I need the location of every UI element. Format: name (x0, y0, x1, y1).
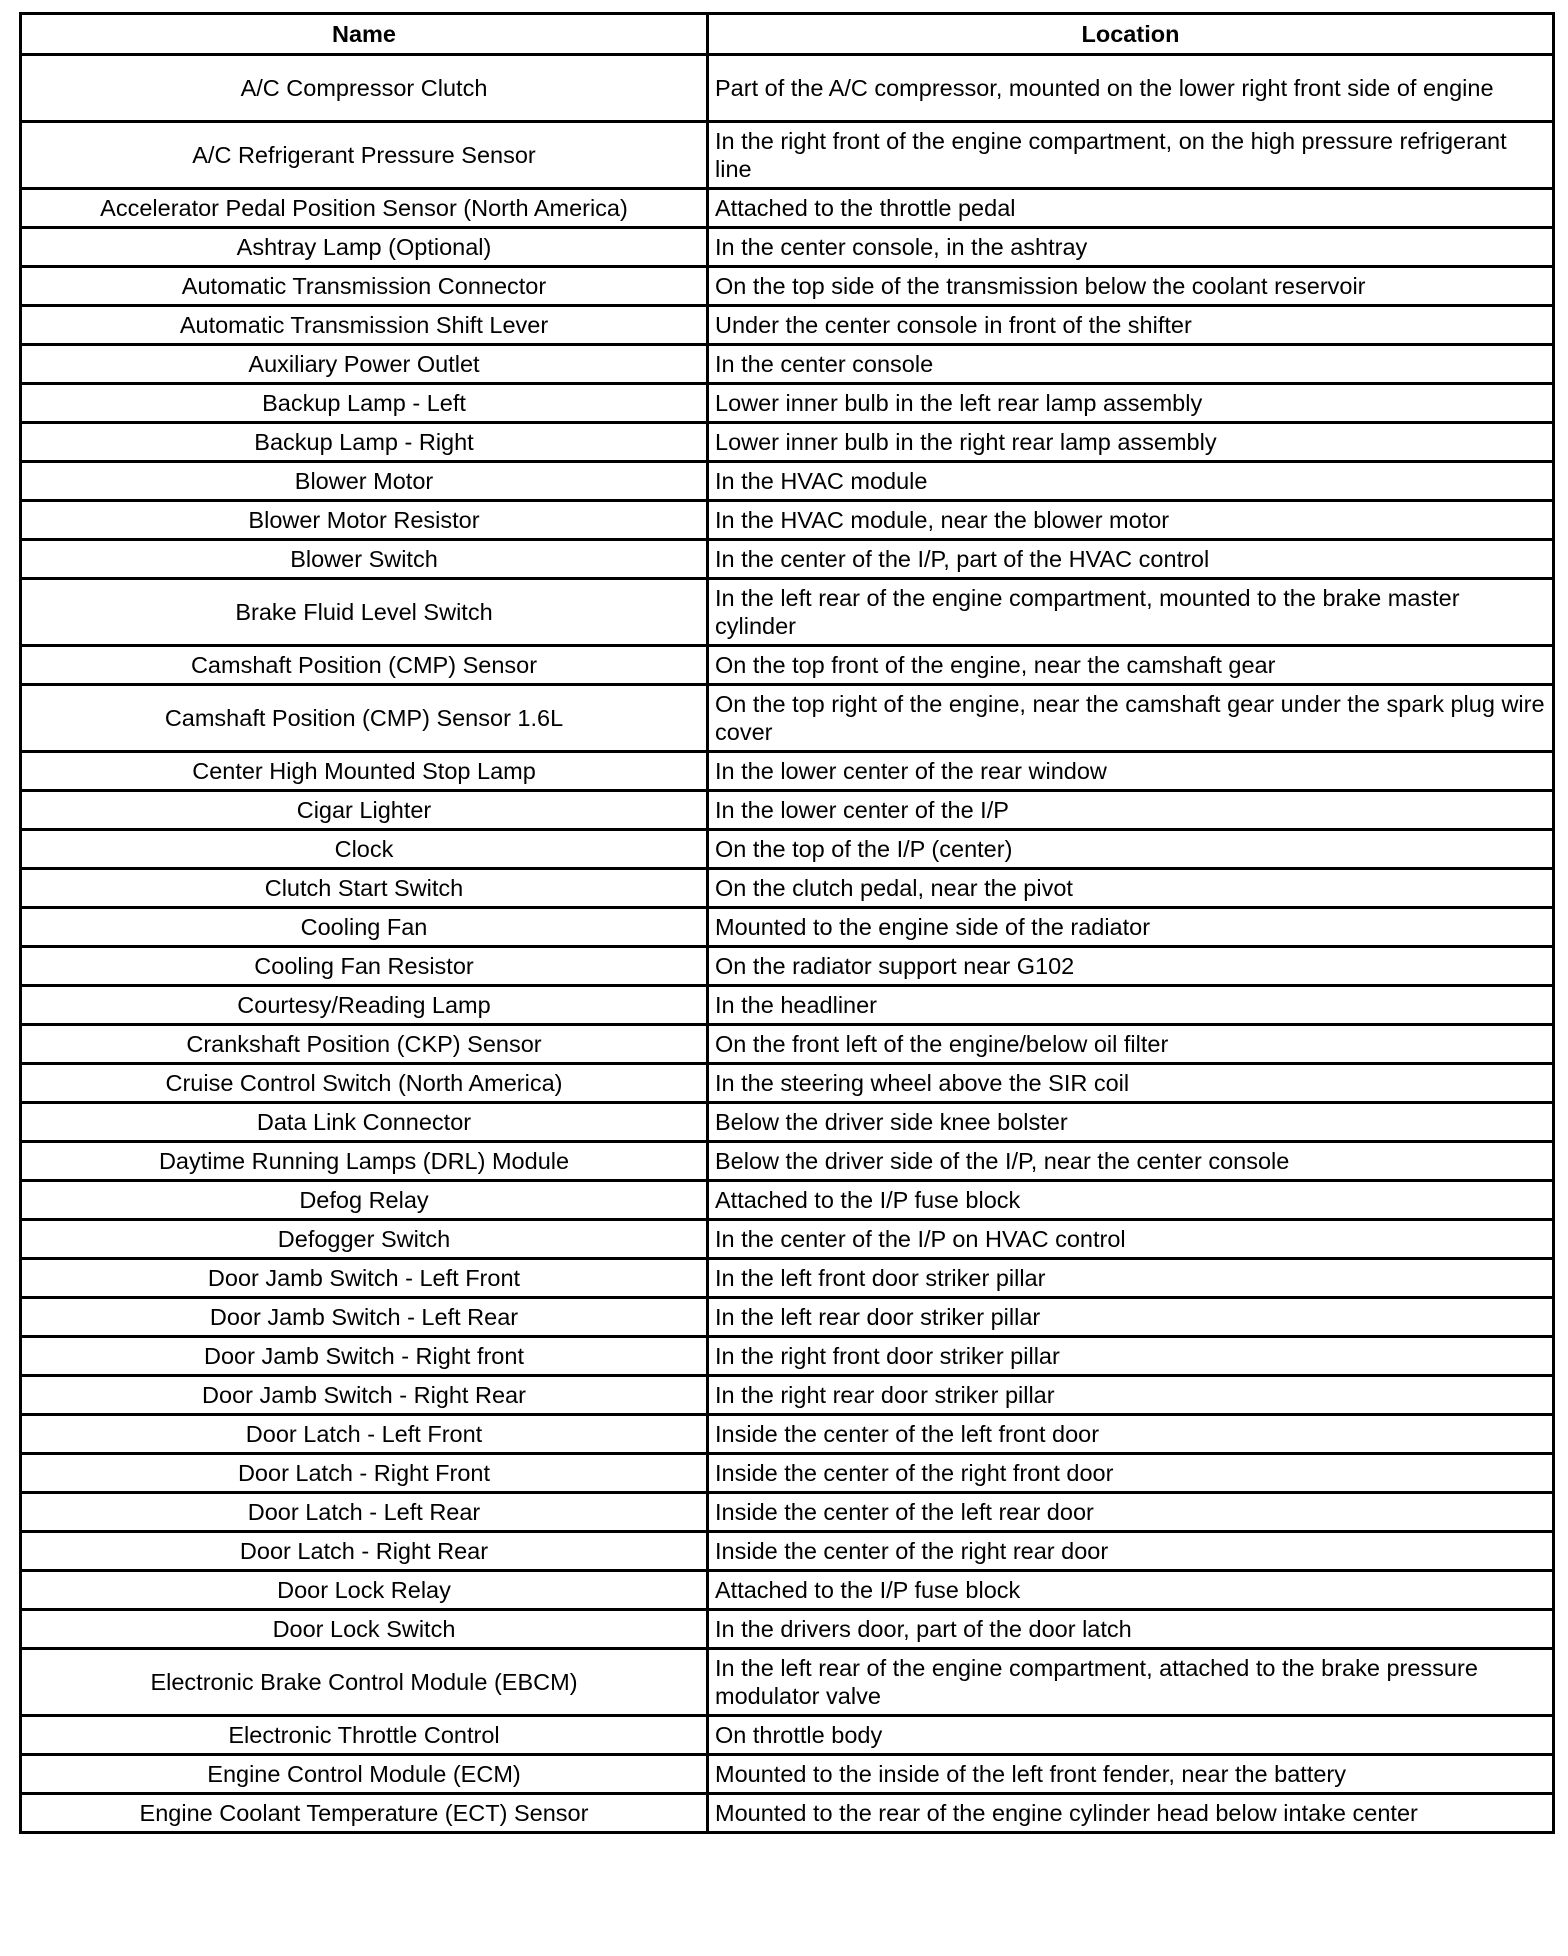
component-location-cell: Attached to the I/P fuse block (708, 1181, 1554, 1220)
table-row (21, 685, 1554, 752)
component-location-cell: In the lower center of the I/P (708, 791, 1554, 830)
table-row (21, 122, 1554, 189)
component-name-cell: Door Jamb Switch - Left Front (21, 1259, 708, 1298)
table-row (21, 423, 1554, 462)
table-row (21, 1064, 1554, 1103)
component-location-table (19, 12, 1555, 1834)
component-name-cell: Automatic Transmission Shift Lever (21, 306, 708, 345)
component-location-cell: Attached to the I/P fuse block (708, 1571, 1554, 1610)
component-name-cell: Cruise Control Switch (North America) (21, 1064, 708, 1103)
table-row (21, 1610, 1554, 1649)
component-name-cell: Camshaft Position (CMP) Sensor 1.6L (21, 685, 708, 752)
table-body (21, 55, 1554, 1833)
component-name-cell: Door Latch - Left Front (21, 1415, 708, 1454)
component-name-cell: Backup Lamp - Left (21, 384, 708, 423)
table-row (21, 579, 1554, 646)
component-location-cell: In the center console (708, 345, 1554, 384)
component-location-cell: Part of the A/C compressor, mounted on the lower right front side of engine (708, 55, 1554, 122)
component-location-cell: Attached to the throttle pedal (708, 189, 1554, 228)
component-location-cell: Under the center console in front of the shifter (708, 306, 1554, 345)
component-location-cell: On the top side of the transmission below the coolant reservoir (708, 267, 1554, 306)
location-column-header: Location (708, 14, 1554, 55)
table-row (21, 1571, 1554, 1610)
component-location-cell: Inside the center of the right front door (708, 1454, 1554, 1493)
component-location-cell: In the drivers door, part of the door latch (708, 1610, 1554, 1649)
component-name-cell: Defog Relay (21, 1181, 708, 1220)
component-name-cell: Door Lock Switch (21, 1610, 708, 1649)
component-location-cell: Mounted to the engine side of the radiator (708, 908, 1554, 947)
component-location-cell: Inside the center of the left rear door (708, 1493, 1554, 1532)
table-row (21, 752, 1554, 791)
component-name-cell: Engine Control Module (ECM) (21, 1755, 708, 1794)
component-location-cell: On the radiator support near G102 (708, 947, 1554, 986)
component-location-cell: On the top of the I/P (center) (708, 830, 1554, 869)
table-row (21, 306, 1554, 345)
table-row (21, 1794, 1554, 1833)
component-location-cell: Mounted to the rear of the engine cylinder head below intake center (708, 1794, 1554, 1833)
component-location-cell: Lower inner bulb in the right rear lamp assembly (708, 423, 1554, 462)
component-location-cell: In the right rear door striker pillar (708, 1376, 1554, 1415)
table-row (21, 1454, 1554, 1493)
component-location-cell: Below the driver side knee bolster (708, 1103, 1554, 1142)
table-row (21, 189, 1554, 228)
table-row (21, 1181, 1554, 1220)
component-name-cell: Clutch Start Switch (21, 869, 708, 908)
table-row (21, 501, 1554, 540)
component-location-cell: Lower inner bulb in the left rear lamp assembly (708, 384, 1554, 423)
table-row (21, 540, 1554, 579)
component-name-cell: Door Lock Relay (21, 1571, 708, 1610)
component-name-cell: Cooling Fan Resistor (21, 947, 708, 986)
component-name-cell: Automatic Transmission Connector (21, 267, 708, 306)
component-name-cell: Electronic Brake Control Module (EBCM) (21, 1649, 708, 1716)
component-location-cell: In the left rear door striker pillar (708, 1298, 1554, 1337)
table-row (21, 1755, 1554, 1794)
component-location-cell: In the center console, in the ashtray (708, 228, 1554, 267)
table-row (21, 1493, 1554, 1532)
table-row (21, 1415, 1554, 1454)
table-row (21, 1532, 1554, 1571)
table-row (21, 228, 1554, 267)
table-row (21, 1716, 1554, 1755)
table-row (21, 1337, 1554, 1376)
component-location-cell: In the center of the I/P on HVAC control (708, 1220, 1554, 1259)
component-name-cell: Door Jamb Switch - Left Rear (21, 1298, 708, 1337)
component-location-cell: Below the driver side of the I/P, near the center console (708, 1142, 1554, 1181)
component-name-cell: Clock (21, 830, 708, 869)
table-row (21, 462, 1554, 501)
component-location-cell: Inside the center of the right rear door (708, 1532, 1554, 1571)
component-name-cell: Crankshaft Position (CKP) Sensor (21, 1025, 708, 1064)
component-location-cell: On the top front of the engine, near the camshaft gear (708, 646, 1554, 685)
component-location-cell: In the left rear of the engine compartment, mounted to the brake master cylinder (708, 579, 1554, 646)
component-name-cell: Brake Fluid Level Switch (21, 579, 708, 646)
component-location-cell: In the lower center of the rear window (708, 752, 1554, 791)
table-row (21, 869, 1554, 908)
component-name-cell: Blower Motor (21, 462, 708, 501)
component-name-cell: Accelerator Pedal Position Sensor (North America) (21, 189, 708, 228)
component-name-cell: Data Link Connector (21, 1103, 708, 1142)
component-location-cell: On the front left of the engine/below oil filter (708, 1025, 1554, 1064)
component-name-cell: Auxiliary Power Outlet (21, 345, 708, 384)
table-row (21, 1142, 1554, 1181)
table-row (21, 55, 1554, 122)
component-name-cell: Electronic Throttle Control (21, 1716, 708, 1755)
component-location-cell: In the right front of the engine compartment, on the high pressure refrigerant line (708, 122, 1554, 189)
table-row (21, 908, 1554, 947)
name-column-header: Name (21, 14, 708, 55)
component-name-cell: Blower Motor Resistor (21, 501, 708, 540)
component-name-cell: Backup Lamp - Right (21, 423, 708, 462)
component-location-cell: In the steering wheel above the SIR coil (708, 1064, 1554, 1103)
component-name-cell: Door Jamb Switch - Right Rear (21, 1376, 708, 1415)
component-name-cell: Ashtray Lamp (Optional) (21, 228, 708, 267)
component-name-cell: Door Latch - Right Rear (21, 1532, 708, 1571)
table-row (21, 1649, 1554, 1716)
component-name-cell: A/C Refrigerant Pressure Sensor (21, 122, 708, 189)
table-row (21, 947, 1554, 986)
component-location-cell: On the clutch pedal, near the pivot (708, 869, 1554, 908)
table-row (21, 1103, 1554, 1142)
component-location-cell: Inside the center of the left front door (708, 1415, 1554, 1454)
component-name-cell: Courtesy/Reading Lamp (21, 986, 708, 1025)
table-row (21, 1220, 1554, 1259)
table-header-row (21, 14, 1554, 55)
component-location-cell: Mounted to the inside of the left front fender, near the battery (708, 1755, 1554, 1794)
component-name-cell: Door Jamb Switch - Right front (21, 1337, 708, 1376)
component-name-cell: Blower Switch (21, 540, 708, 579)
component-name-cell: Door Latch - Right Front (21, 1454, 708, 1493)
component-location-cell: In the HVAC module, near the blower motor (708, 501, 1554, 540)
component-location-cell: On throttle body (708, 1716, 1554, 1755)
table-row (21, 986, 1554, 1025)
component-name-cell: Center High Mounted Stop Lamp (21, 752, 708, 791)
table-row (21, 646, 1554, 685)
table-row (21, 384, 1554, 423)
component-name-cell: Door Latch - Left Rear (21, 1493, 708, 1532)
component-location-cell: In the headliner (708, 986, 1554, 1025)
component-location-cell: In the left front door striker pillar (708, 1259, 1554, 1298)
table-row (21, 345, 1554, 384)
table-row (21, 1376, 1554, 1415)
component-name-cell: Cooling Fan (21, 908, 708, 947)
component-location-cell: In the center of the I/P, part of the HVAC control (708, 540, 1554, 579)
component-name-cell: Defogger Switch (21, 1220, 708, 1259)
component-location-cell: In the left rear of the engine compartment, attached to the brake pressure modulator valve (708, 1649, 1554, 1716)
table-row (21, 267, 1554, 306)
component-name-cell: Daytime Running Lamps (DRL) Module (21, 1142, 708, 1181)
component-location-cell: On the top right of the engine, near the camshaft gear under the spark plug wire cover (708, 685, 1554, 752)
table-row (21, 830, 1554, 869)
component-name-cell: Cigar Lighter (21, 791, 708, 830)
component-name-cell: Camshaft Position (CMP) Sensor (21, 646, 708, 685)
component-location-cell: In the right front door striker pillar (708, 1337, 1554, 1376)
table-row (21, 791, 1554, 830)
component-name-cell: A/C Compressor Clutch (21, 55, 708, 122)
component-location-cell: In the HVAC module (708, 462, 1554, 501)
table-row (21, 1025, 1554, 1064)
component-name-cell: Engine Coolant Temperature (ECT) Sensor (21, 1794, 708, 1833)
table-row (21, 1259, 1554, 1298)
table-row (21, 1298, 1554, 1337)
